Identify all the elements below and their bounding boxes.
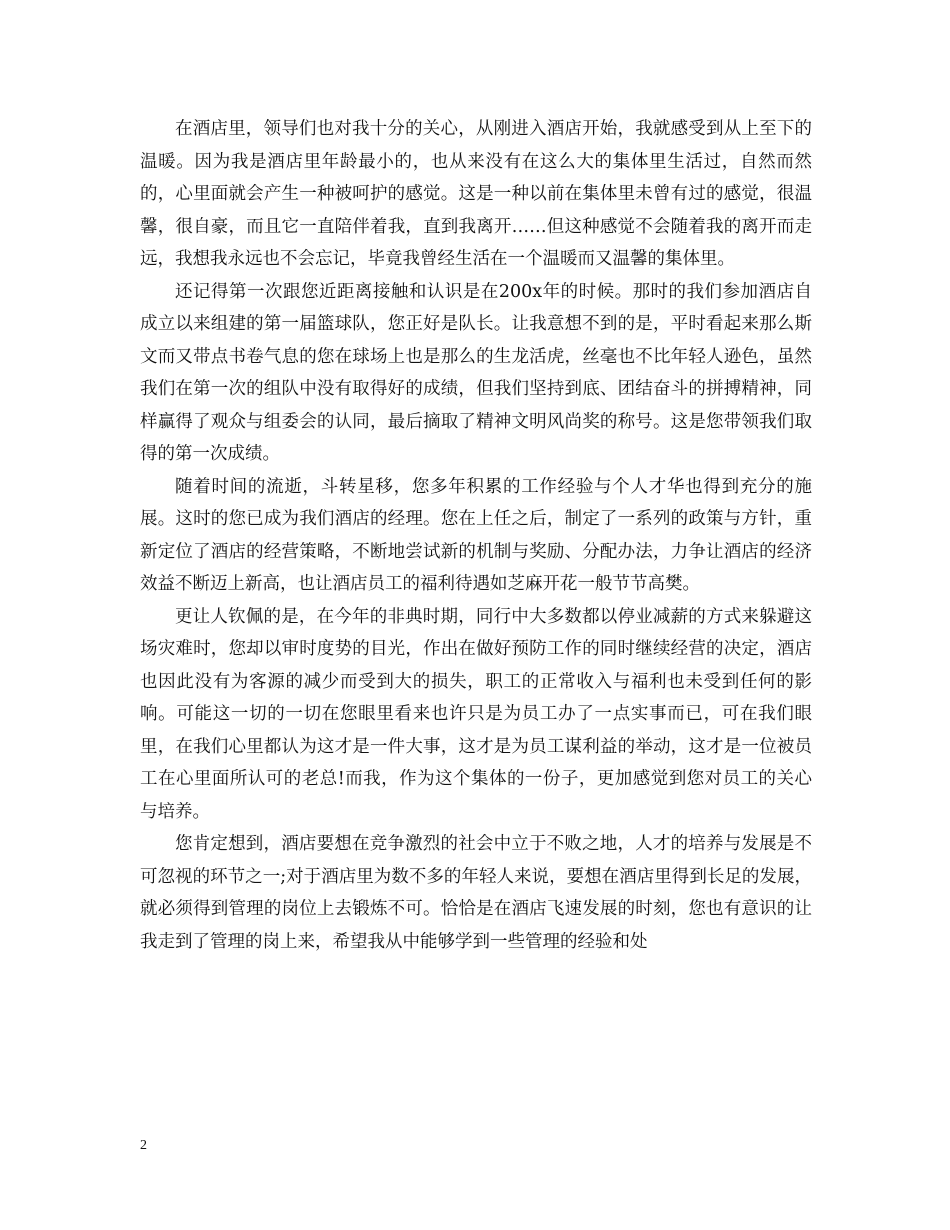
page-number: 2 [140, 1138, 147, 1153]
document-body [140, 113, 812, 958]
paragraph-5: 您肯定想到，酒店要想在竞争激烈的社会中立于不败之地，人才的培养与发展是不可忽视的环节之一;对于酒店里为数不多的年轻人来说，要想在酒店里得到长足的发展，就必须得到管理的岗位上去锻炼不可。恰恰是在酒店飞速发展的时刻，您也有意识的让我走到了管理的岗上来，希望我从中能够学到一些管理的经验和处 [140, 834, 812, 952]
paragraph-3: 随着时间的流逝，斗转星移，您多年积累的工作经验与个人才华也得到充分的施展。这时的您已成为我们酒店的经理。您在上任之后，制定了一系列的政策与方针，重新定位了酒店的经营策略，不断地尝试新的机制与奖励、分配办法，力争让酒店的经济效益不断迈上新高，也让酒店员工的福利待遇如芝麻开花一般节节高樊。 [140, 476, 812, 594]
paragraph-4: 更让人钦佩的是，在今年的非典时期，同行中大多数都以停业减薪的方式来躲避这场灾难时，您却以审时度势的目光，作出在做好预防工作的同时继续经营的决定，酒店也因此没有为客源的减少而受到大的损失，职工的正常收入与福利也未受到任何的影响。可能这一切的一切在您眼里看来也许只是为员工办了一点实事而已，可在我们眼里，在我们心里都认为这才是一件大事，这才是为员工谋利益的举动，这才是一位被员工在心里面所认可的老总!而我，作为这个集体的一份子，更加感觉到您对员工的关心与培养。 [140, 606, 812, 822]
paragraph-2: 还记得第一次跟您近距离接触和认识是在200x年的时候。那时的我们参加酒店自成立以来组建的第一届篮球队，您正好是队长。让我意想不到的是，平时看起来那么斯文而又带点书卷气息的您在球场上也是那么的生龙活虎，丝毫也不比年轻人逊色，虽然我们在第一次的组队中没有取得好的成绩，但我们坚持到底、团结奋斗的拼搏精神，同样赢得了观众与组委会的认同，最后摘取了精神文明风尚奖的称号。这是您带领我们取得的第一次成绩。 [140, 281, 812, 464]
paragraph-1: 在酒店里，领导们也对我十分的关心，从刚进入酒店开始，我就感受到从上至下的温暖。因为我是酒店里年龄最小的，也从来没有在这么大的集体里生活过，自然而然的，心里面就会产生一种被呵护的感觉。这是一种以前在集体里未曾有过的感觉，很温馨，很自豪，而且它一直陪伴着我，直到我离开……但这种感觉不会随着我的离开而走远，我想我永远也不会忘记，毕竟我曾经生活在一个温暖而又温馨的集体里。 [140, 119, 812, 269]
